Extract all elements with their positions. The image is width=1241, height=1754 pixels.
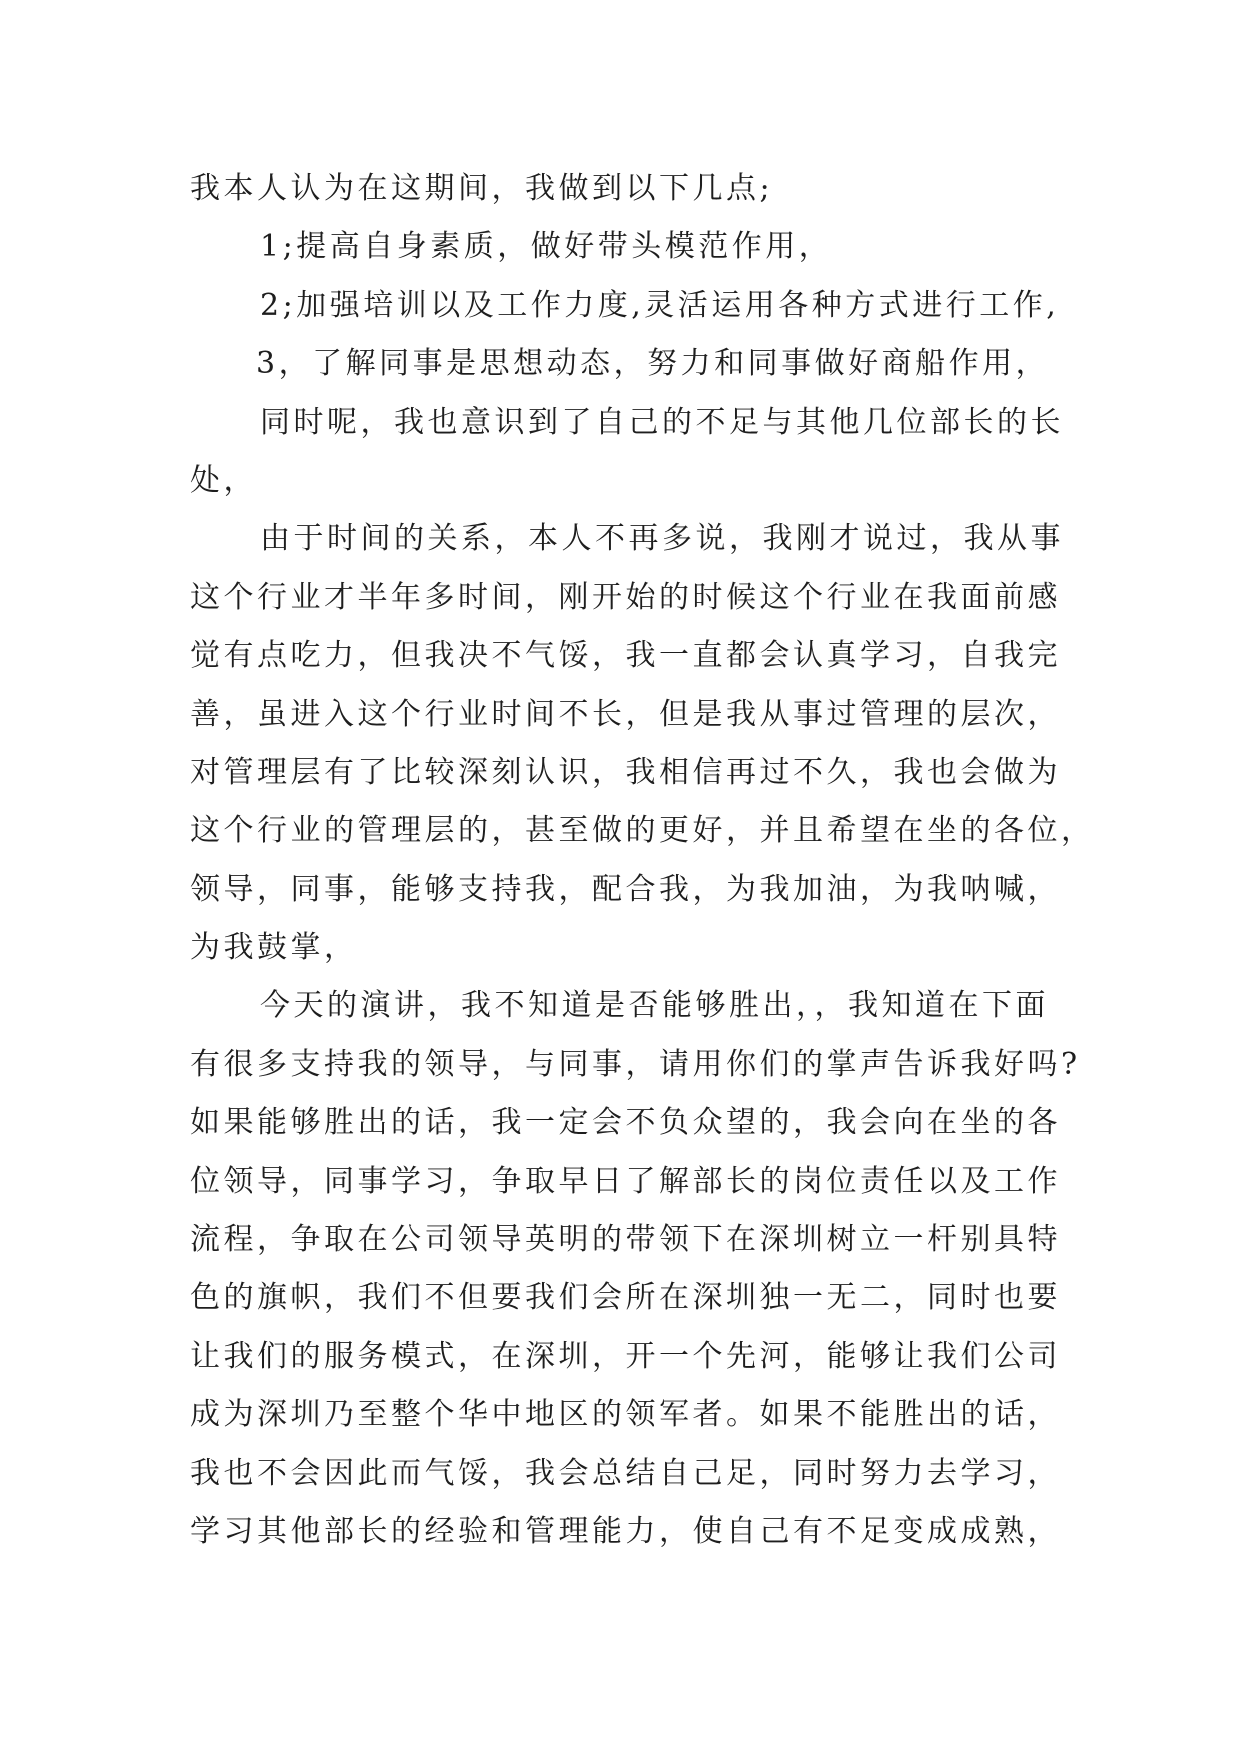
text-line: 成为深圳乃至整个华中地区的领军者。如果不能胜出的话， — [190, 1397, 1061, 1433]
text-line: 善，虽进入这个行业时间不长，但是我从事过管理的层次， — [190, 696, 1061, 732]
text-line: 今天的演讲，我不知道是否能够胜出，，我知道在下面 — [260, 988, 1049, 1024]
text-line: 对管理层有了比较深刻认识，我相信再过不久，我也会做为 — [190, 754, 1061, 790]
text-line: 有很多支持我的领导，与同事，请用你们的掌声告诉我好吗? — [190, 1046, 1081, 1082]
text-line: 让我们的服务模式，在深圳，开一个先河，能够让我们公司 — [190, 1338, 1061, 1374]
text-line: 同时呢，我也意识到了自己的不足与其他几位部长的长 — [260, 404, 1064, 440]
text-line: 觉有点吃力，但我决不气馁，我一直都会认真学习，自我完 — [190, 638, 1061, 674]
text-line: 这个行业才半年多时间，刚开始的时候这个行业在我面前感 — [190, 579, 1061, 615]
text-line: 领导，同事，能够支持我，配合我，为我加油，为我呐喊， — [190, 871, 1061, 907]
text-line: 3，了解同事是思想动态，努力和同事做好商船作用， — [256, 346, 1050, 382]
text-line: 处， — [190, 462, 257, 498]
text-line: 我本人认为在这期间，我做到以下几点; — [190, 171, 774, 206]
text-line: 由于时间的关系，本人不再多说，我刚才说过，我从事 — [260, 521, 1064, 557]
document-body — [190, 160, 1095, 1561]
text-line: 色的旗帜，我们不但要我们会所在深圳独一无二，同时也要 — [190, 1280, 1061, 1316]
text-line: 为我鼓掌， — [190, 930, 358, 966]
text-line: 如果能够胜出的话，我一定会不负众望的，我会向在坐的各 — [190, 1105, 1061, 1141]
text-line: 这个行业的管理层的，甚至做的更好，并且希望在坐的各位， — [190, 813, 1095, 849]
text-line: 流程，争取在公司领导英明的带领下在深圳树立一杆别具特 — [190, 1222, 1061, 1258]
text-line: 2;加强培训以及工作力度,灵活运用各种方式进行工作, — [260, 287, 1060, 323]
text-line: 1;提高自身素质，做好带头模范作用， — [260, 229, 833, 265]
text-line: 学习其他部长的经验和管理能力，使自己有不足变成成熟， — [190, 1513, 1061, 1549]
text-line: 位领导，同事学习，争取早日了解部长的岗位责任以及工作 — [190, 1163, 1061, 1199]
text-line: 我也不会因此而气馁，我会总结自己足，同时努力去学习， — [190, 1455, 1061, 1491]
